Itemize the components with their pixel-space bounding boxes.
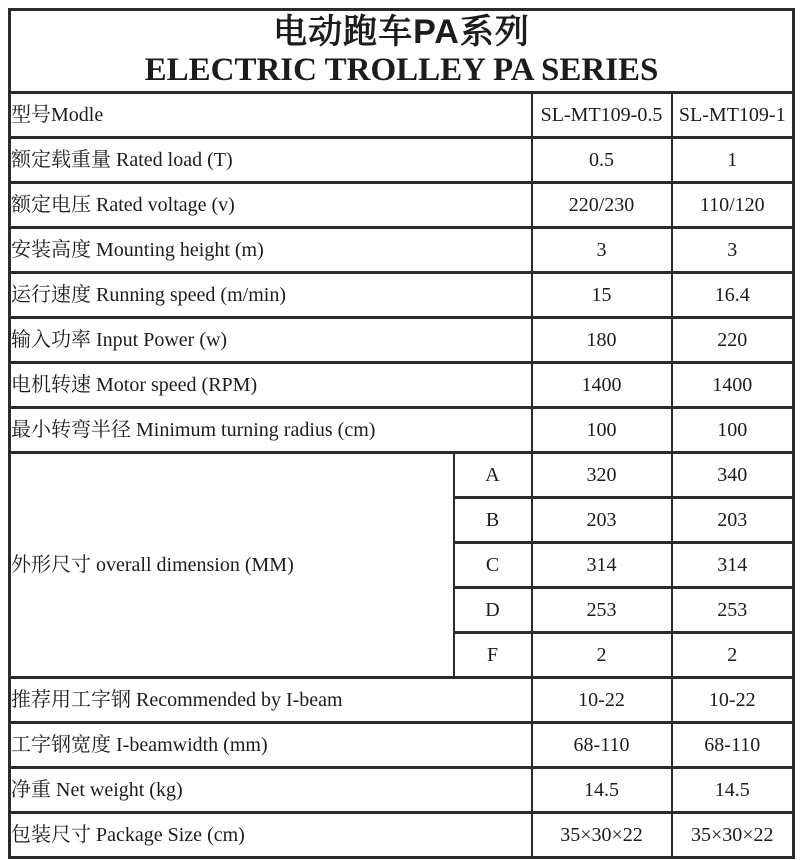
value-col1: 68-110 xyxy=(532,723,672,768)
dimension-letter: A xyxy=(454,453,532,498)
value-col2: 314 xyxy=(672,543,794,588)
value-col2: 35×30×22 xyxy=(672,813,794,858)
value-col1: 320 xyxy=(532,453,672,498)
value-col2: 16.4 xyxy=(672,273,794,318)
value-col1: 203 xyxy=(532,498,672,543)
title-chinese: 电动跑车PA系列 xyxy=(273,12,530,51)
row-label: 额定电压 Rated voltage (v) xyxy=(10,183,532,228)
row-label: 包装尺寸 Package Size (cm) xyxy=(10,813,532,858)
row-label: 运行速度 Running speed (m/min) xyxy=(10,273,532,318)
dimension-letter: C xyxy=(454,543,532,588)
spec-sheet xyxy=(8,8,792,852)
spec-row-recommended-ibeam xyxy=(10,678,794,723)
spec-table xyxy=(8,8,795,859)
spec-row-mounting-height xyxy=(10,228,794,273)
value-col1: 3 xyxy=(532,228,672,273)
spec-row-running-speed xyxy=(10,273,794,318)
model-col2: SL-MT109-1 xyxy=(672,93,794,138)
value-col1: 10-22 xyxy=(532,678,672,723)
model-header-row xyxy=(10,93,794,138)
value-col2: 203 xyxy=(672,498,794,543)
dimension-letter: F xyxy=(454,633,532,678)
row-label: 电机转速 Motor speed (RPM) xyxy=(10,363,532,408)
model-col1: SL-MT109-0.5 xyxy=(532,93,672,138)
dimension-letter: B xyxy=(454,498,532,543)
value-col1: 35×30×22 xyxy=(532,813,672,858)
value-col2: 14.5 xyxy=(672,768,794,813)
value-col1: 253 xyxy=(532,588,672,633)
value-col2: 1400 xyxy=(672,363,794,408)
spec-row-motor-speed xyxy=(10,363,794,408)
value-col2: 3 xyxy=(672,228,794,273)
row-label: 输入功率 Input Power (w) xyxy=(10,318,532,363)
value-col1: 100 xyxy=(532,408,672,453)
value-col2: 100 xyxy=(672,408,794,453)
spec-row-rated-voltage xyxy=(10,183,794,228)
dimension-row-a xyxy=(10,453,794,498)
value-col2: 10-22 xyxy=(672,678,794,723)
value-col1: 15 xyxy=(532,273,672,318)
value-col1: 14.5 xyxy=(532,768,672,813)
spec-row-rated-load xyxy=(10,138,794,183)
value-col2: 68-110 xyxy=(672,723,794,768)
spec-row-input-power xyxy=(10,318,794,363)
row-label: 工字钢宽度 I-beamwidth (mm) xyxy=(10,723,532,768)
spec-row-min-turning-radius xyxy=(10,408,794,453)
dimension-letter: D xyxy=(454,588,532,633)
spec-row-ibeam-width xyxy=(10,723,794,768)
value-col1: 1400 xyxy=(532,363,672,408)
value-col2: 1 xyxy=(672,138,794,183)
spec-row-package-size xyxy=(10,813,794,858)
table-title xyxy=(10,10,794,93)
value-col1: 180 xyxy=(532,318,672,363)
title-english: ELECTRIC TROLLEY PA SERIES xyxy=(144,52,659,89)
value-col2: 253 xyxy=(672,588,794,633)
value-col2: 340 xyxy=(672,453,794,498)
value-col1: 2 xyxy=(532,633,672,678)
row-label: 推荐用工字钢 Recommended by I-beam xyxy=(10,678,532,723)
model-label: 型号Modle xyxy=(10,93,532,138)
value-col1: 220/230 xyxy=(532,183,672,228)
value-col2: 2 xyxy=(672,633,794,678)
row-label: 安装高度 Mounting height (m) xyxy=(10,228,532,273)
value-col1: 314 xyxy=(532,543,672,588)
row-label: 最小转弯半径 Minimum turning radius (cm) xyxy=(10,408,532,453)
row-label: 净重 Net weight (kg) xyxy=(10,768,532,813)
title-row xyxy=(10,10,794,93)
dimension-label: 外形尺寸 overall dimension (MM) xyxy=(10,453,454,678)
value-col2: 110/120 xyxy=(672,183,794,228)
value-col1: 0.5 xyxy=(532,138,672,183)
value-col2: 220 xyxy=(672,318,794,363)
row-label: 额定载重量 Rated load (T) xyxy=(10,138,532,183)
spec-row-net-weight xyxy=(10,768,794,813)
